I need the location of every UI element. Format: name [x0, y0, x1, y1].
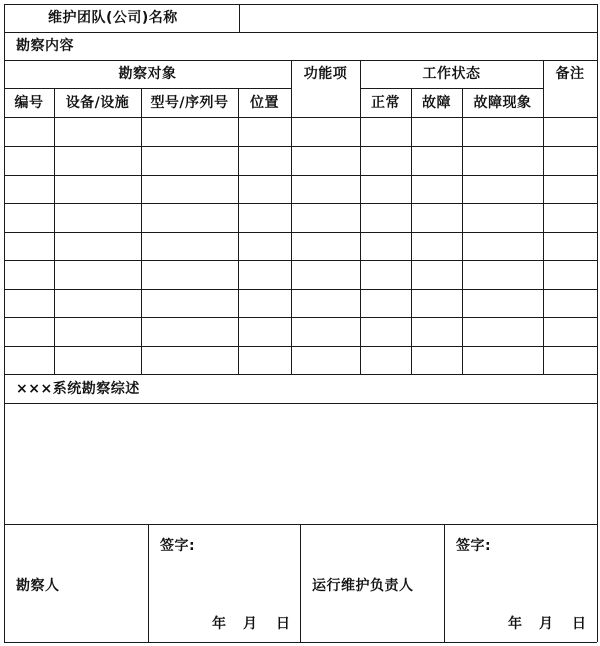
- col-line-device: [141, 88, 142, 374]
- header-remark: 备注: [555, 66, 585, 82]
- body-row-line: [4, 374, 597, 375]
- content-row-bottom: [4, 60, 597, 61]
- team-divider: [239, 4, 240, 32]
- col-line-location: [291, 60, 292, 374]
- header-device: 设备/设施: [65, 95, 130, 111]
- sig-line-1: [148, 524, 149, 642]
- frame-top: [4, 4, 597, 5]
- sig-line-2: [300, 524, 301, 642]
- body-row-line: [4, 346, 597, 347]
- surveyor-label: 勘察人: [16, 578, 60, 594]
- sig-line-3: [444, 524, 445, 642]
- surveyor-date-month: 月: [243, 616, 258, 632]
- manager-sign-label: 签字:: [456, 538, 492, 554]
- col-line-fault: [462, 88, 463, 374]
- body-row-line: [4, 203, 597, 204]
- manager-label: 运行维护负责人: [312, 578, 414, 594]
- body-row-line: [4, 175, 597, 176]
- frame-right: [597, 4, 598, 642]
- manager-date-month: 月: [539, 616, 554, 632]
- body-row-line: [4, 146, 597, 147]
- col-line-model: [238, 88, 239, 374]
- body-row-line: [4, 289, 597, 290]
- body-row-line: [4, 232, 597, 233]
- summary-label: ×××系统勘察综述: [16, 381, 140, 397]
- frame-bottom: [4, 642, 597, 643]
- manager-date-year: 年: [508, 616, 523, 632]
- body-row-line: [4, 317, 597, 318]
- surveyor-date-day: 日: [276, 616, 291, 632]
- header-location: 位置: [250, 95, 279, 111]
- col-line-normal: [411, 88, 412, 374]
- team-row-bottom: [4, 32, 597, 33]
- header1-bottom-status: [360, 88, 543, 89]
- surveyor-sign-label: 签字:: [160, 538, 196, 554]
- header-survey-object: 勘察对象: [118, 66, 177, 82]
- header-normal: 正常: [371, 95, 400, 111]
- team-name-label: 维护团队(公司)名称: [48, 10, 178, 26]
- summary-header-bottom: [4, 403, 597, 404]
- col-line-number: [54, 88, 55, 374]
- body-row-line: [4, 260, 597, 261]
- header-model-serial: 型号/序列号: [150, 95, 229, 111]
- header1-bottom-object: [4, 88, 291, 89]
- col-line-status: [543, 60, 544, 374]
- header-fault-description: 故障现象: [473, 95, 532, 111]
- header-number: 编号: [14, 95, 44, 111]
- manager-date-day: 日: [572, 616, 587, 632]
- survey-content-label: 勘察内容: [16, 38, 74, 54]
- header2-bottom: [4, 117, 597, 118]
- header-work-status: 工作状态: [422, 66, 481, 82]
- header-fault: 故障: [422, 95, 451, 111]
- surveyor-date-year: 年: [212, 616, 227, 632]
- header-function-item: 功能项: [303, 66, 348, 82]
